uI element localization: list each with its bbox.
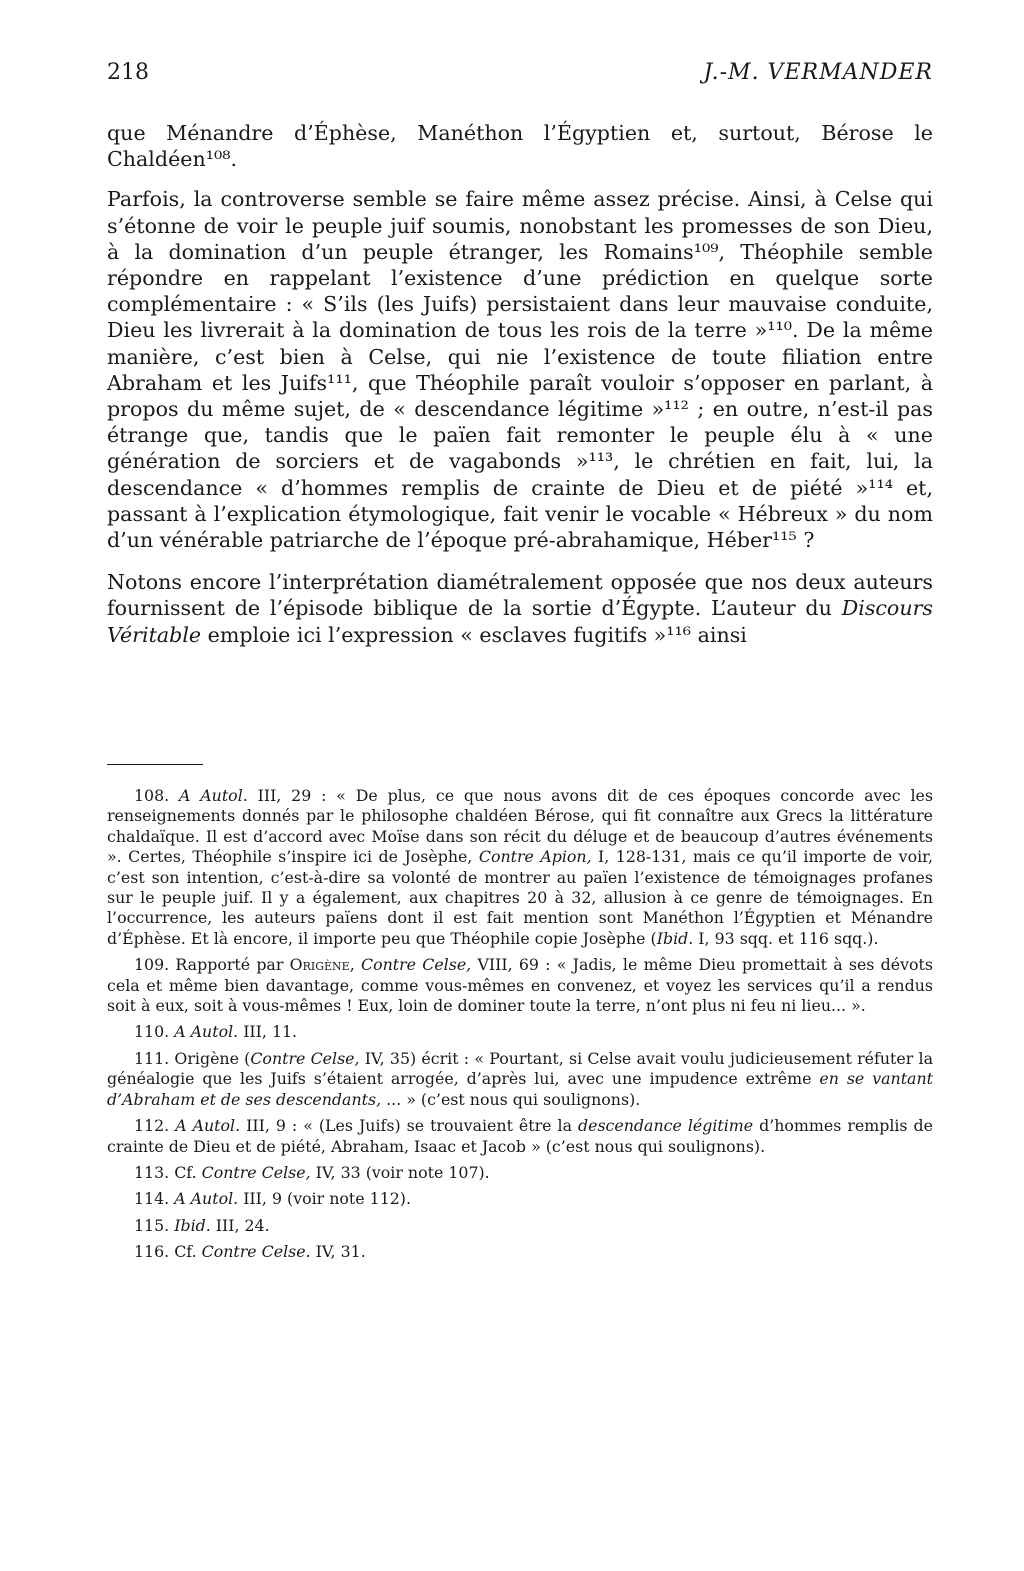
footnote-number: 116. xyxy=(134,1242,170,1262)
footnote-text: , xyxy=(349,955,361,975)
footnote-text: III, 29 : « De plus, ce que nous avons dit de ces époques concorde avec les renseignements donnés par le philosophe chaldéen Bérose, qui fit connaître aux Grecs la littérature chaldaïque. Il est d’accord avec Moïse dans son récit du déluge et de beaucoup d’autres événements ». Certes, Théophile s’inspire ici de Josèphe, xyxy=(107,786,933,867)
footnote-text: III, 9 : « (Les Juifs) se trouvaient être la xyxy=(240,1116,578,1136)
footnote-113 xyxy=(107,1163,933,1183)
footnote-number: 110. xyxy=(134,1022,170,1042)
footnote-112 xyxy=(107,1116,933,1157)
footnote-text: IV, 33 (voir note 107). xyxy=(310,1162,490,1182)
footnote-116 xyxy=(107,1242,933,1262)
footnote-text: III, 24. xyxy=(210,1215,270,1235)
paragraph-2: Parfois, la controverse semble se faire même assez précise. Ainsi, à Celse qui s’étonne de voir le peuple juif soumis, nonobstant les promesses de son Dieu, à la domination d’un peuple étranger, les Romains¹⁰⁹, Théophile semble répondre en rappelant l’existence d’une prédiction en quelque sorte complémentaire : « S’ils (les Juifs) persistaient dans leur mauvaise conduite, Dieu les livrerait à la domination de tous les rois de la terre »¹¹⁰. De la même manière, c’est bien à Celse, qui nie l’existence de toute filiation entre Abraham et les Juifs¹¹¹, que Théophile paraît vouloir s’opposer en parlant, à propos du même sujet, de « descendance légitime »¹¹² ; en outre, n’est-il pas étrange que, tandis que le païen fait remonter le peuple élu à « une génération de sorciers et de vagabonds »¹¹³, le chrétien en fait, lui, la descendance « d’hommes remplis de crainte de Dieu et de piété »¹¹⁴ et, passant à l’explication étymologique, fait venir le vocable « Hébreux » du nom d’un vénérable patriarche de l’époque pré-abrahamique, Héber¹¹⁵ ? xyxy=(107,187,933,553)
footnote-number: 108. xyxy=(134,786,170,805)
footnote-115 xyxy=(107,1216,933,1236)
footnote-text: Rapporté par xyxy=(169,955,290,975)
footnote-109 xyxy=(107,955,933,1016)
paragraph-3-text-a: Notons encore l’interprétation diamétralement opposée que nos deux auteurs fournissent de l’épisode biblique de la sortie d’Égypte. L’auteur du xyxy=(107,570,933,621)
footnote-number: 111. xyxy=(134,1048,170,1068)
footnote-111 xyxy=(107,1049,933,1110)
footnote-number: 109. xyxy=(134,955,170,975)
footnote-title: Contre Celse, xyxy=(360,955,472,975)
page-number: 218 xyxy=(107,60,149,85)
footnote-title: Contre Celse, xyxy=(250,1048,360,1068)
footnote-number: 112. xyxy=(134,1116,170,1136)
footnote-title: A Autol. xyxy=(174,1189,239,1209)
footnote-title: Contre Celse. xyxy=(201,1242,311,1262)
footnote-text: I, 93 sqq. et 116 sqq.). xyxy=(693,928,879,948)
footnote-text: Cf. xyxy=(169,1242,202,1262)
footnote-text: IV, 35) écrit : « Pourtant, si Celse avait voulu judicieusement réfuter la généalogie que les Juifs s’étaient arrogée, d’après lui, avec une impudence extrême xyxy=(107,1048,933,1089)
footnote-title: A Autol. xyxy=(175,1116,241,1136)
footnote-rule xyxy=(107,764,203,765)
footnote-108 xyxy=(107,786,933,949)
page-header xyxy=(107,60,933,96)
footnote-title: Ibid. xyxy=(656,928,694,948)
paragraph-3-title: Discours Véritable xyxy=(107,596,933,647)
footnote-title: Contre Apion, xyxy=(478,847,592,867)
footnote-number: 113. xyxy=(134,1162,170,1182)
footnote-title: Contre Celse, xyxy=(201,1162,311,1182)
footnote-title: Ibid. xyxy=(174,1215,211,1235)
footnote-emphasis: descendance légitime xyxy=(577,1116,754,1136)
footnote-number: 115. xyxy=(134,1215,170,1235)
running-head: J.-M. VERMANDER xyxy=(703,60,933,85)
footnotes xyxy=(107,786,933,1269)
footnote-110 xyxy=(107,1022,933,1042)
footnote-text: VIII, 69 : « Jadis, le même Dieu promettait à ses dévots cela et même bien davantage, comme vous-mêmes en convenez, et voyez les services qu’il a rendus soit à eux, soit à vous-mêmes ! Eux, loin de dominer toute la terre, n’ont plus ni feu ni lieu... ». xyxy=(107,955,934,1016)
footnote-text: III, 9 (voir note 112). xyxy=(238,1189,411,1209)
paragraph-3-text-b: emploie ici l’expression « esclaves fugitifs »¹¹⁶ ainsi xyxy=(201,622,747,647)
footnote-title: A Autol. xyxy=(174,1022,239,1042)
footnote-text: d’hommes remplis de crainte de Dieu et de piété, Abraham, Isaac et Jacob » (c’est nous qui soulignons). xyxy=(107,1116,933,1156)
paragraph-3 xyxy=(107,569,933,648)
footnote-title: A Autol. xyxy=(179,786,248,805)
footnote-text: III, 11. xyxy=(238,1022,298,1042)
footnote-text: Cf. xyxy=(169,1162,202,1182)
main-text xyxy=(107,120,933,648)
footnote-emphasis: en se vantant d’Abraham et de ses descendants, xyxy=(107,1069,933,1109)
footnote-number: 114. xyxy=(134,1189,170,1209)
footnote-text: Origène ( xyxy=(169,1048,251,1068)
footnote-114 xyxy=(107,1189,933,1209)
footnote-text: ... » (c’est nous qui soulignons). xyxy=(381,1089,641,1109)
footnote-text: IV, 31. xyxy=(310,1242,366,1262)
footnote-text: I, 128-131, mais ce qu’il importe de voir, c’est son intention, c’est-à-dire sa volonté de montrer au païen l’existence de témoignages profanes sur le peuple juif. Il y a également, aux chapitres 20 à 32, allusion à ce genre de témoignages. En l’occurrence, les auteurs païens dont il est fait mention sont Manéthon l’Égyptien et Ménandre d’Éphèse. Et là encore, il importe peu que Théophile copie Josèphe ( xyxy=(107,847,933,948)
footnote-author: Origène xyxy=(289,955,350,975)
paragraph-1: que Ménandre d’Éphèse, Manéthon l’Égyptien et, surtout, Bérose le Chaldéen¹⁰⁸. xyxy=(107,121,933,172)
